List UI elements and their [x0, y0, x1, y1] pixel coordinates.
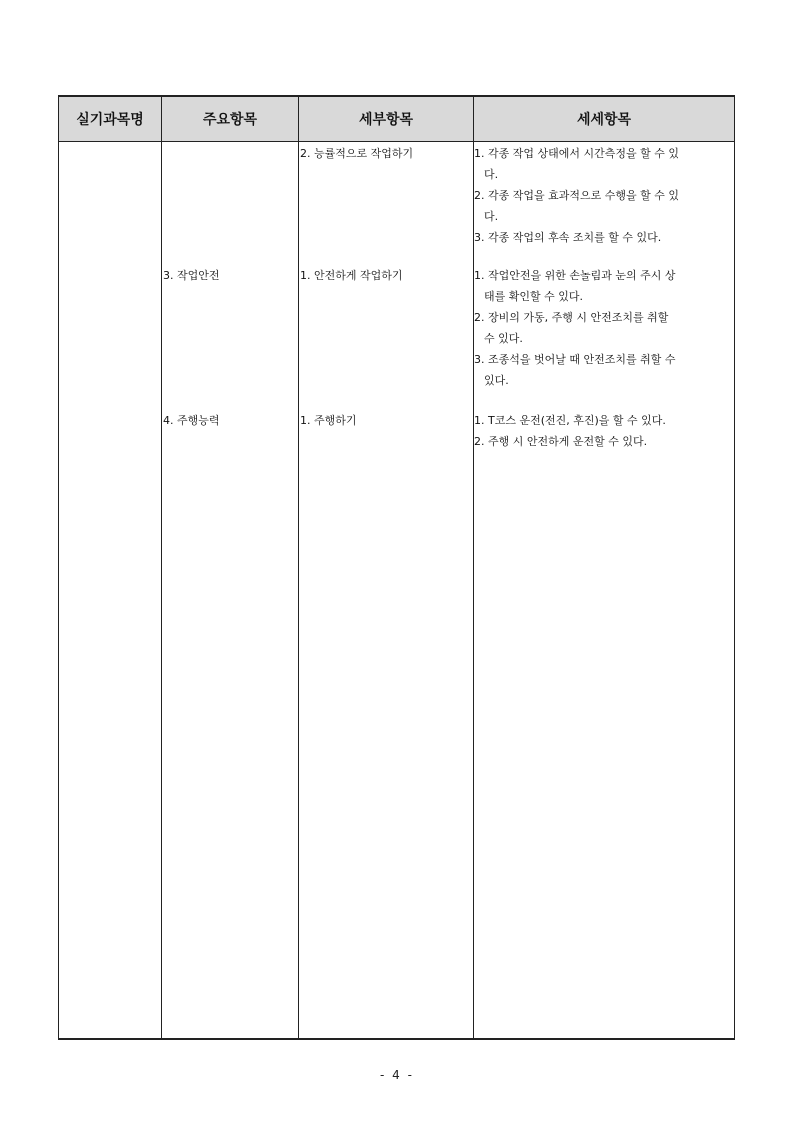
detail-item	[474, 349, 676, 391]
column-divider	[161, 97, 162, 1038]
sub-item-cell: 2. 능률적으로 작업하기	[300, 147, 414, 160]
detail-item	[474, 410, 666, 431]
detail-line: 다.	[484, 168, 499, 181]
header-subject: 실기과목명	[76, 111, 144, 128]
detail-line: 2. 각종 작업을 효과적으로 수행을 할 수 있	[474, 189, 679, 202]
detail-list	[474, 265, 676, 391]
page-number: - 4 -	[380, 1068, 414, 1082]
detail-line: 3. 조종석을 벗어날 때 안전조치를 취할 수	[474, 353, 676, 366]
detail-line: 1. 작업안전을 위한 손놀림과 눈의 주시 상	[474, 269, 676, 282]
detail-line: 있다.	[484, 374, 509, 387]
main-item-cell: 3. 작업안전	[163, 269, 220, 282]
main-item-cell: 4. 주행능력	[163, 414, 220, 427]
detail-line: 1. 각종 작업 상태에서 시간측정을 할 수 있	[474, 147, 679, 160]
detail-item	[474, 431, 666, 452]
detail-item	[474, 307, 676, 349]
sub-item-cell: 1. 안전하게 작업하기	[300, 269, 403, 282]
header-main-item: 주요항목	[202, 111, 258, 128]
detail-line: 태를 확인할 수 있다.	[484, 290, 583, 303]
detail-line: 2. 주행 시 안전하게 운전할 수 있다.	[474, 435, 648, 448]
detail-line: 수 있다.	[484, 332, 523, 345]
detail-item	[474, 227, 679, 248]
detail-list	[474, 143, 679, 248]
header-detail-item: 세세항목	[576, 111, 632, 128]
detail-item	[474, 185, 679, 227]
header-sub-item: 세부항목	[358, 111, 414, 128]
column-divider	[298, 97, 299, 1038]
detail-line: 2. 장비의 가동, 주행 시 안전조치를 취할	[474, 311, 669, 324]
detail-item	[474, 143, 679, 185]
syllabus-table	[58, 95, 735, 1040]
detail-list	[474, 410, 666, 452]
sub-item-cell: 1. 주행하기	[300, 414, 357, 427]
detail-line: 1. T코스 운전(전진, 후진)을 할 수 있다.	[474, 414, 666, 427]
detail-item	[474, 265, 676, 307]
detail-line: 3. 각종 작업의 후속 조치를 할 수 있다.	[474, 231, 662, 244]
detail-line: 다.	[484, 210, 499, 223]
